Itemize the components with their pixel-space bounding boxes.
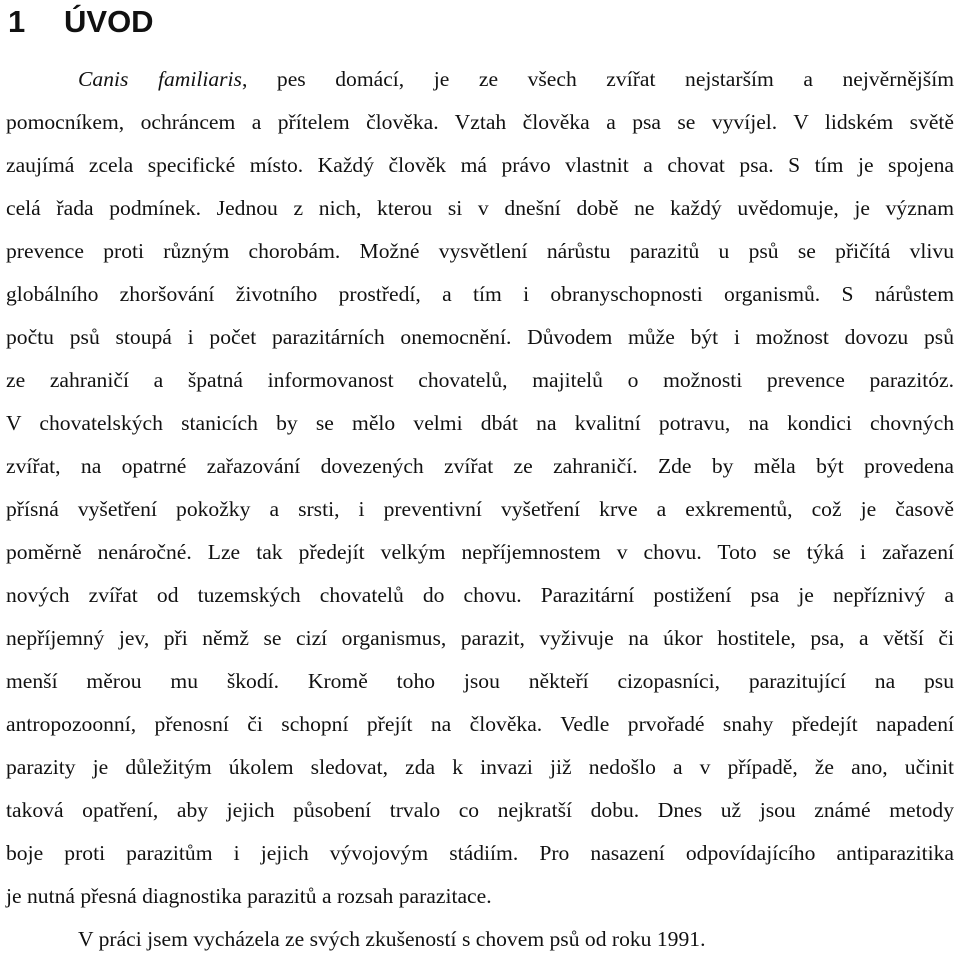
paragraph-line: poměrně nenáročné. Lze tak předejít velkým nepříjemnostem v chovu. Toto se týká i zařazení xyxy=(6,540,954,564)
paragraph-line: celá řada podmínek. Jednou z nich, kterou si v dnešní době ne každý uvědomuje, je význam xyxy=(6,196,954,220)
paragraph-line: zaujímá zcela specifické místo. Každý člověk má právo vlastnit a chovat psa. S tím je spojena xyxy=(6,153,954,177)
paragraph-2: V práci jsem vycházela ze svých zkušeností s chovem psů od roku 1991. xyxy=(78,927,706,951)
paragraph-line: pomocníkem, ochráncem a přítelem člověka. Vztah člověka a psa se vyvíjel. V lidském světě xyxy=(6,110,954,134)
chapter-heading xyxy=(8,0,154,44)
paragraph-line xyxy=(78,64,954,94)
paragraph-line: antropozoonní, přenosní či schopní přejít na člověka. Vedle prvořadé snahy předejít napadení xyxy=(6,712,954,736)
chapter-number: 1 xyxy=(8,4,26,39)
paragraph-line: menší měrou mu škodí. Kromě toho jsou někteří cizopasníci, parazitující na psu xyxy=(6,669,954,693)
paragraph-line: přísná vyšetření pokožky a srsti, i preventivní vyšetření krve a exkrementů, což je časově xyxy=(6,497,954,521)
paragraph-line: parazity je důležitým úkolem sledovat, zda k invazi již nedošlo a v případě, že ano, učinit xyxy=(6,755,954,779)
species-name: Canis familiaris xyxy=(78,67,242,91)
paragraph-line-last: je nutná přesná diagnostika parazitů a rozsah parazitace. xyxy=(6,884,492,908)
paragraph-line: počtu psů stoupá i počet parazitárních onemocnění. Důvodem může být i možnost dovozu psů xyxy=(6,325,954,349)
paragraph-line: boje proti parazitům i jejich vývojovým stádiím. Pro nasazení odpovídajícího antiparazitika xyxy=(6,841,954,865)
paragraph-line: prevence proti různým chorobám. Možné vysvětlení nárůstu parazitů u psů se přičítá vlivu xyxy=(6,239,954,263)
paragraph-line: taková opatření, aby jejich působení trvalo co nejkratší dobu. Dnes už jsou známé metody xyxy=(6,798,954,822)
paragraph-line: V chovatelských stanicích by se mělo velmi dbát na kvalitní potravu, na kondici chovných xyxy=(6,411,954,435)
paragraph-line: ze zahraničí a špatná informovanost chovatelů, majitelů o možnosti prevence parazitóz. xyxy=(6,368,954,392)
chapter-title: ÚVOD xyxy=(64,4,154,39)
paragraph-line: nových zvířat od tuzemských chovatelů do chovu. Parazitární postižení psa je nepříznivý a xyxy=(6,583,954,607)
paragraph-line: globálního zhoršování životního prostředí, a tím i obranyschopnosti organismů. S nárůstem xyxy=(6,282,954,306)
paragraph-line: zvířat, na opatrné zařazování dovezených zvířat ze zahraničí. Zde by měla být provedena xyxy=(6,454,954,478)
paragraph-line: nepříjemný jev, při němž se cizí organismus, parazit, vyživuje na úkor hostitele, psa, a větší či xyxy=(6,626,954,650)
paragraph-line-text: , pes domácí, je ze všech zvířat nejstarším a nejvěrnějším xyxy=(241,67,954,91)
